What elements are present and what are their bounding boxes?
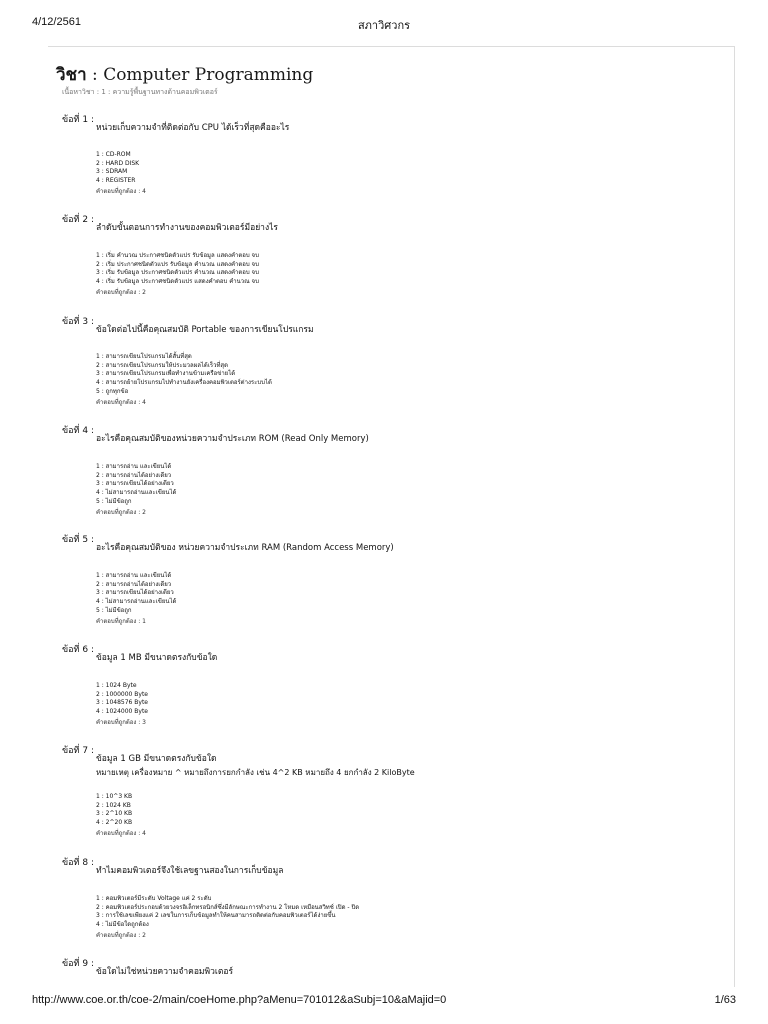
option-item: 2 : สามารถอ่านได้อย่างเดียว	[96, 580, 172, 588]
correct-answer: คำตอบที่ถูกต้อง : 1	[96, 618, 146, 625]
question-text: อะไรคือคุณสมบัติของ หน่วยความจำประเภท RAM (Random Access Memory)	[96, 543, 394, 553]
page-title	[56, 61, 313, 88]
option-item: 4 : เริ่ม รับข้อมูล ประกาศชนิดตัวแปร แสดงคำตอบ คำนวณ จบ	[96, 278, 259, 286]
option-item: 4 : REGISTER	[96, 177, 136, 185]
question-label: ข้อที่ 8 :	[62, 858, 94, 868]
question-label: ข้อที่ 2 :	[62, 215, 94, 225]
option-list	[96, 151, 139, 186]
subject-separator: :	[86, 65, 104, 85]
option-item: 3 : SDRAM	[96, 168, 128, 176]
correct-answer: คำตอบที่ถูกต้อง : 2	[96, 509, 146, 516]
question-text: ข้อมูล 1 GB มีขนาดตรงกับข้อใด	[96, 754, 217, 764]
option-item: 3 : สามารถเขียนโปรแกรมเพื่อทำงานข้ามเครือข่ายได้	[96, 370, 236, 378]
question-text: ลำดับขั้นตอนการทำงานของคอมพิวเตอร์มีอย่างไร	[96, 223, 278, 233]
option-item: 3 : การใช้เลขเพียงแค่ 2 เลขในการเก็บข้อมูลทำให้คนสามารถติดต่อกับคอมพิวเตอร์ได้ง่ายขึ้น	[96, 912, 336, 920]
option-item: 2 : HARD DISK	[96, 159, 140, 167]
question-text: ข้อมูล 1 MB มีขนาดตรงกับข้อใด	[96, 653, 218, 663]
print-header	[32, 16, 736, 30]
page-url-link[interactable]: http://www.coe.or.th/coe-2/main/coeHome.php?aMenu=701012&aSubj=10&aMajid=0	[32, 994, 447, 1006]
correct-answer: คำตอบที่ถูกต้อง : 4	[96, 399, 146, 406]
question-text: หน่วยเก็บความจำที่ติดต่อกับ CPU ได้เร็วที่สุดคืออะไร	[96, 123, 290, 133]
option-item: 5 : ถูกทุกข้อ	[96, 387, 129, 395]
print-footer	[32, 994, 736, 1008]
print-site-title: สภาวิศวกร	[357, 20, 411, 32]
option-list	[96, 682, 148, 717]
correct-answer: คำตอบที่ถูกต้อง : 2	[96, 289, 146, 296]
option-item: 2 : 1024 KB	[96, 801, 131, 809]
option-item: 1 : เริ่ม คำนวณ ประกาศชนิดตัวแปร รับข้อมูล แสดงคำตอบ จบ	[96, 252, 259, 259]
option-item: 4 : 2^20 KB	[96, 819, 133, 827]
question-label: ข้อที่ 3 :	[62, 317, 94, 327]
question-hint: หมายเหตุ เครื่องหมาย ^ หมายถึงการยกกำลัง เช่น 4^2 KB หมายถึง 4 ยกกำลัง 2 KiloByte	[96, 768, 415, 777]
option-item: 2 : 1000000 Byte	[96, 690, 148, 698]
option-list	[96, 463, 176, 507]
question-label: ข้อที่ 5 :	[62, 535, 94, 545]
question-text: ข้อใดไม่ใช่หน่วยความจำคอมพิวเตอร์	[96, 967, 234, 977]
question-label: ข้อที่ 4 :	[62, 426, 94, 436]
question-text: ข้อใดต่อไปนี้คือคุณสมบัติ Portable ของการเขียนโปรแกรม	[96, 325, 314, 335]
option-item: 3 : เริ่ม รับข้อมูล ประกาศชนิดตัวแปร คำนวณ แสดงคำตอบ จบ	[96, 269, 259, 277]
question-label: ข้อที่ 1 :	[62, 115, 94, 125]
print-date: 4/12/2561	[32, 16, 81, 28]
option-item: 1 : สามารถอ่าน และเขียนได้	[96, 572, 172, 579]
question-label: ข้อที่ 9 :	[62, 959, 94, 969]
option-item: 1 : 1024 Byte	[96, 682, 137, 689]
correct-answer: คำตอบที่ถูกต้อง : 2	[96, 932, 146, 939]
question-text: ทำไมคอมพิวเตอร์จึงใช้เลขฐานสองในการเก็บข้อมูล	[96, 866, 284, 876]
option-item: 5 : ไม่มีข้อถูก	[96, 606, 132, 614]
content-panel	[48, 46, 735, 987]
option-list	[96, 572, 176, 616]
option-list	[96, 895, 359, 930]
correct-answer: คำตอบที่ถูกต้อง : 3	[96, 719, 146, 726]
question-label: ข้อที่ 6 :	[62, 645, 94, 655]
option-item: 1 : สามารถเขียนโปรแกรมได้สั้นที่สุด	[96, 353, 192, 360]
option-list	[96, 793, 132, 828]
option-item: 4 : 1024000 Byte	[96, 708, 148, 716]
subject-name: Computer Programming	[103, 65, 314, 85]
correct-answer: คำตอบที่ถูกต้อง : 4	[96, 188, 146, 195]
option-item: 2 : สามารถเขียนโปรแกรมให้ประมวลผลได้เร็วที่สุด	[96, 361, 228, 369]
option-item: 1 : คอมพิวเตอร์มีระดับ Voltage แค่ 2 ระดับ	[96, 895, 212, 902]
option-item: 3 : 2^10 KB	[96, 810, 133, 818]
correct-answer: คำตอบที่ถูกต้อง : 4	[96, 830, 146, 837]
question-text: อะไรคือคุณสมบัติของหน่วยความจำประเภท ROM (Read Only Memory)	[96, 434, 369, 444]
option-item: 3 : สามารถเขียนได้อย่างเดียว	[96, 589, 174, 597]
option-item: 2 : เริ่ม ประกาศชนิดตัวแปร รับข้อมูล คำนวณ แสดงคำตอบ จบ	[96, 260, 259, 268]
option-item: 2 : สามารถอ่านได้อย่างเดียว	[96, 471, 172, 479]
option-item: 3 : 1048576 Byte	[96, 699, 148, 707]
option-item: 1 : CD-ROM	[96, 151, 131, 158]
option-item: 4 : ไม่สามารถอ่านและเขียนได้	[96, 489, 177, 497]
option-list	[96, 353, 272, 397]
question-label: ข้อที่ 7 :	[62, 746, 94, 756]
subject-content-line: เนื้อหาวิชา : 1 : ความรู้พื้นฐานทางด้านคอมพิวเตอร์	[62, 88, 218, 96]
option-item: 4 : ไม่สามารถอ่านและเขียนได้	[96, 598, 177, 606]
subject-label: วิชา	[56, 65, 87, 85]
option-list	[96, 252, 259, 287]
page-number: 1/63	[714, 994, 736, 1006]
option-item: 1 : สามารถอ่าน และเขียนได้	[96, 463, 172, 470]
option-item: 1 : 10^3 KB	[96, 793, 133, 800]
option-item: 4 : สามารถย้ายโปรแกรมไปทำงานยังเครื่องคอมพิวเตอร์ต่างระบบได้	[96, 379, 272, 387]
option-item: 2 : คอมพิวเตอร์ประกอบด้วยวงจรอิเล็กทรอนิกส์ซึ่งมีลักษณะการทำงาน 2 โหมด เหมือนสวิทช์ เปิด - ปิด	[96, 903, 360, 911]
option-item: 5 : ไม่มีข้อถูก	[96, 497, 132, 505]
option-item: 4 : ไม่มีข้อใดถูกต้อง	[96, 921, 149, 929]
option-item: 3 : สามารถเขียนได้อย่างเดียว	[96, 480, 174, 488]
